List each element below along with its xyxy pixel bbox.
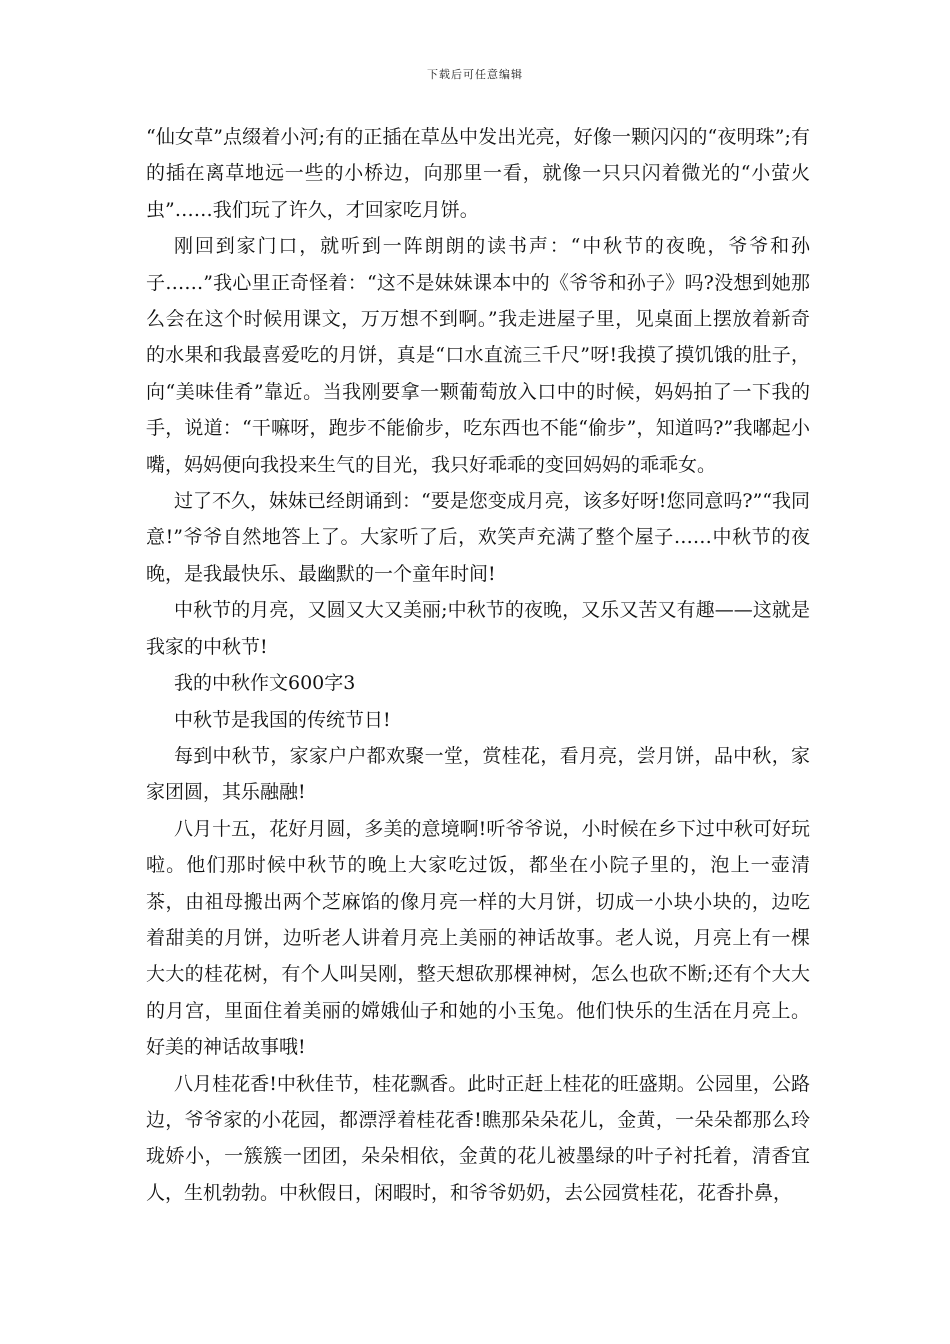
page-header: 下载后可任意编辑 xyxy=(427,68,523,81)
paragraph: 中秋节是我国的传统节日! xyxy=(174,708,391,731)
paragraph: 中秋节的月亮，又圆又大又美丽;中秋节的夜晚，又乐又苦又有趣——这就是我家的中秋节! xyxy=(146,599,810,658)
section-title: 我的中秋作文600字3 xyxy=(174,672,356,695)
paragraph: 八月十五，花好月圆，多美的意境啊!听爷爷说，小时候在乡下过中秋可好玩啦。他们那时候中秋节的晚上大家吃过饭，都坐在小院子里的，泡上一壶清茶，由祖母搬出两个芝麻馅的像月亮一样的大月饼，切成一小块小块的，边吃着甜美的月饼，边听老人讲着月亮上美丽的神话故事。老人说，月亮上有一棵大大的桂花树，有个人叫吴刚，整天想砍那棵神树，怎么也砍不断;还有个大大的月宫，里面住着美丽的嫦娥仙子和她的小玉兔。他们快乐的生活在月亮上。好美的神话故事哦! xyxy=(146,817,810,1059)
body-text xyxy=(146,119,810,1211)
paragraph: 刚回到家门口，就听到一阵朗朗的读书声：“中秋节的夜晚，爷爷和孙子……”我心里正奇怪着：“这不是妹妹课本中的《爷爷和孙子》吗?没想到她那么会在这个时候用课文，万万想不到啊。”我走进屋子里，见桌面上摆放着新奇的水果和我最喜爱吃的月饼，真是“口水直流三千尺”呀!我摸了摸饥饿的肚子，向“美味佳肴”靠近。当我刚要拿一颗葡萄放入口中的时候，妈妈拍了一下我的手，说道：“干嘛呀，跑步不能偷步，吃东西也不能“偷步”，知道吗?”我嘟起小嘴，妈妈便向我投来生气的目光，我只好乖乖的变回妈妈的乖乖女。 xyxy=(146,235,810,476)
paragraph: 每到中秋节，家家户户都欢聚一堂，赏桂花，看月亮，尝月饼，品中秋，家家团圆，其乐融融! xyxy=(146,744,810,804)
paragraph: 过了不久，妹妹已经朗诵到：“要是您变成月亮，该多好呀!您同意吗?”“我同意!”爷爷自然地答上了。大家听了后，欢笑声充满了整个屋子……中秋节的夜晚，是我最快乐、最幽默的一个童年时间! xyxy=(146,490,810,585)
paragraph: “仙女草”点缀着小河;有的正插在草丛中发出光亮，好像一颗闪闪的“夜明珠”;有的插在离草地远一些的小桥边，向那里一看，就像一只只闪着微光的“小萤火虫”……我们玩了许久，才回家吃月饼。 xyxy=(146,126,810,221)
paragraph: 八月桂花香!中秋佳节，桂花飘香。此时正赶上桂花的旺盛期。公园里，公路边，爷爷家的小花园，都漂浮着桂花香!瞧那朵朵花儿，金黄，一朵朵都那么玲珑娇小，一簇簇一团团，朵朵相依，金黄的花儿被墨绿的叶子衬托着，清香宜人，生机勃勃。中秋假日，闲暇时，和爷爷奶奶，去公园赏桂花，花香扑鼻， xyxy=(146,1072,810,1204)
